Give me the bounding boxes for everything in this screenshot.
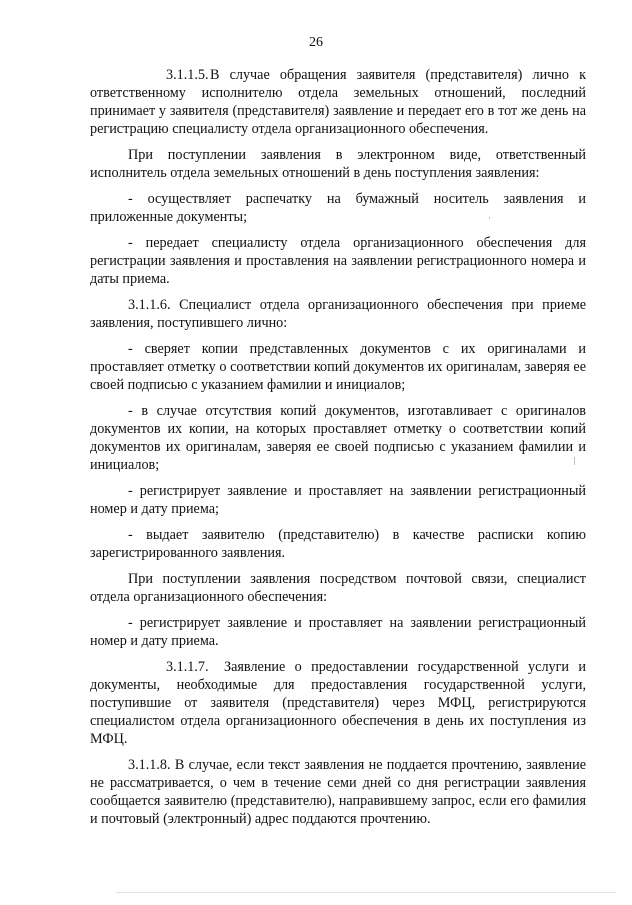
scan-artifact (489, 217, 490, 219)
paragraph-electronic-receipt: При поступлении заявления в электронном виде, ответственный исполнитель отдела земельных отношений в день поступления заявления: (90, 147, 586, 181)
list-item-verify-copies: - сверяет копии представленных документов с их оригиналами и проставляет отметку о соответствии копий документов их оригиналам, заверяя ее своей подписью с указанием фамилии и инициалов; (90, 341, 586, 393)
paragraph-text: В случае обращения заявителя (представителя) лично к ответственному исполнителю отдела земельных отношений, последний принимает у заявителя (представителя) заявление и передает его в тот же день на регистрацию специалисту отдела организационного обеспечения. (90, 67, 586, 137)
paragraph-number: 3.1.1.7. (166, 659, 209, 675)
document-body (90, 66, 586, 836)
paragraph-3-1-1-5 (90, 66, 586, 138)
scan-artifact (116, 892, 616, 893)
list-item-register-postal: - регистрирует заявление и проставляет на заявлении регистрационный номер и дату приема. (90, 615, 586, 649)
paragraph-postal-receipt: При поступлении заявления посредством почтовой связи, специалист отдела организационного обеспечения: (90, 571, 586, 605)
paragraph-text: Заявление о предоставлении государственной услуги и документы, необходимые для предоставления государственной услуги, поступившие от заявителя (представителя) через МФЦ, регистрируются специалистом отдела организационного обеспечения в день их поступления из МФЦ. (90, 659, 586, 747)
list-item-printout: - осуществляет распечатку на бумажный носитель заявления и приложенные документы; (90, 191, 586, 225)
paragraph-3-1-1-6: 3.1.1.6. Специалист отдела организационного обеспечения при приеме заявления, поступившего лично: (90, 297, 586, 331)
paragraph-3-1-1-7 (90, 658, 586, 748)
scan-artifact (574, 457, 575, 465)
list-item-register: - регистрирует заявление и проставляет на заявлении регистрационный номер и дату приема; (90, 483, 586, 517)
list-item-issue-copy: - выдает заявителю (представителю) в качестве расписки копию зарегистрированного заявления. (90, 527, 586, 561)
list-item-make-copies: - в случае отсутствия копий документов, изготавливает с оригиналов документов их копии, на которых проставляет отметку о соответствии копий документов их оригиналам, заверяя ее своей подписью с указанием фамилии и инициалов; (90, 403, 586, 473)
paragraph-3-1-1-8: 3.1.1.8. В случае, если текст заявления не поддается прочтению, заявление не рассматривается, о чем в течение семи дней со дня регистрации заявления сообщается заявителю (представителю), направившему запрос, если его фамилия и почтовый (электронный) адрес поддаются прочтению. (90, 757, 586, 827)
list-item-transfer: - передает специалисту отдела организационного обеспечения для регистрации заявления и проставления на заявлении регистрационного номера и даты приема. (90, 235, 586, 287)
paragraph-number: 3.1.1.5. (166, 67, 209, 83)
page-number: 26 (309, 35, 323, 50)
